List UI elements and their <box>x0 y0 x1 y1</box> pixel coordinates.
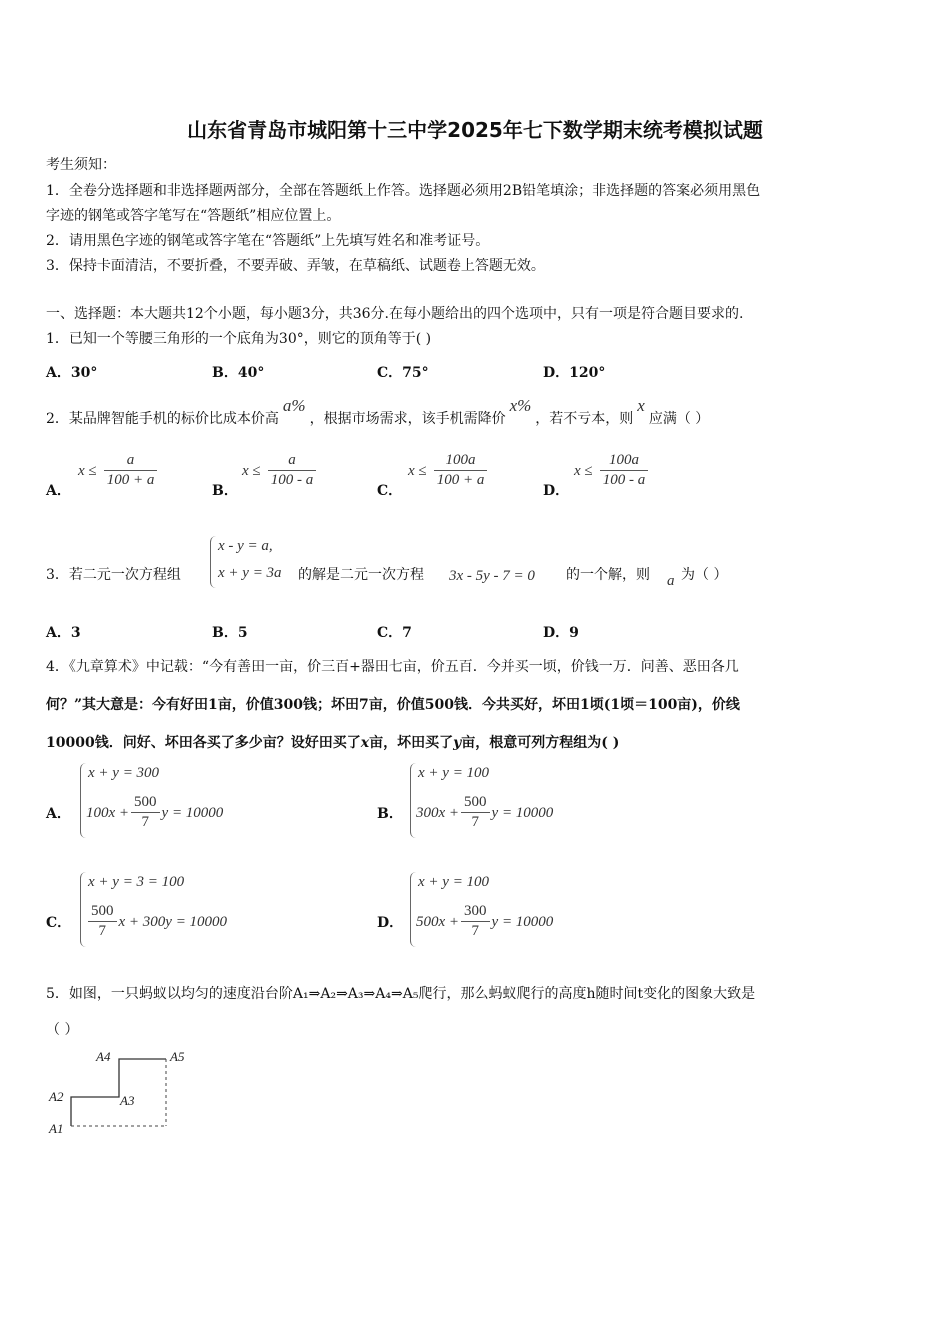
q4-option-b-label: B． <box>377 806 403 822</box>
q4-b-num: 500 <box>461 794 490 813</box>
q3-equation-1: x - y = a, <box>218 538 273 554</box>
notice-line-1a: 1．全卷分选择题和非选择题两部分，全部在答题纸上作答。选择题必须用2B铅笔填涂；非选择题的答案必须用黑色 <box>46 183 761 199</box>
label-a2: A2 <box>49 1089 64 1104</box>
q4-d-post: y = 10000 <box>491 914 554 930</box>
q2-option-d-expr <box>574 452 650 489</box>
q4-d-pre: 500x + <box>416 914 460 930</box>
q2-c-numerator: 100a <box>434 452 488 471</box>
q2-d-lhs: x ≤ <box>574 463 593 479</box>
q4-a-pre: 100x + <box>86 805 130 821</box>
q2-c-lhs: x ≤ <box>408 463 427 479</box>
q4-a-den: 7 <box>141 814 150 830</box>
q4-option-d-label: D． <box>377 915 404 931</box>
q2-option-d-label: D． <box>543 483 570 499</box>
q4-b-eq1: x + y = 100 <box>418 765 490 781</box>
q2-option-c-label: C． <box>377 483 403 499</box>
label-a1: A1 <box>49 1121 64 1136</box>
q2-d-denominator: 100 - a <box>602 472 646 488</box>
q4-c-den: 7 <box>98 923 106 939</box>
q4-a-num: 500 <box>131 794 160 813</box>
q2-a-numerator: a <box>104 452 158 471</box>
staircase-figure <box>44 1045 194 1140</box>
q3-stem-part2: 的解是二元一次方程 <box>298 567 424 583</box>
q1-option-a: A．30° <box>46 365 98 381</box>
q2-option-c-expr <box>408 452 489 489</box>
q4-d-den: 7 <box>471 923 480 939</box>
q1-option-d: D．120° <box>543 365 606 381</box>
notice-line-3: 3．保持卡面清洁，不要折叠，不要弄破、弄皱，在草稿纸、试题卷上答题无效。 <box>46 258 545 274</box>
section-heading: 一、选择题：本大题共12个小题，每小题3分，共36分.在每小题给出的四个选项中，只有一项是符合题目要求的. <box>46 306 744 322</box>
q4-b-eq2 <box>416 794 553 831</box>
q4-a-eq2 <box>86 794 223 831</box>
q2-markup-a: a% <box>282 396 306 415</box>
q2-stem-part3: ，若不亏本，则 <box>535 411 634 427</box>
staircase-path <box>71 1059 166 1126</box>
q4-line-3a: 10000钱．问好、坏田各买了多少亩？设好田买了 <box>46 735 361 751</box>
q2-d-numerator: 100a <box>600 452 649 471</box>
q4-b-post: y = 10000 <box>491 805 554 821</box>
q3-option-b: B．5 <box>212 625 248 641</box>
q4-d-num: 300 <box>461 903 490 922</box>
notice-heading: 考生须知： <box>46 157 116 173</box>
q3-stem-part1: 3．若二元一次方程组 <box>46 567 181 583</box>
q4-line-3 <box>46 732 619 752</box>
q4-var-x: x <box>360 735 370 751</box>
question-2-stem <box>46 396 710 428</box>
q2-stem-part4: 应满（ ） <box>648 411 710 427</box>
q4-line-1: 4．《九章算术》中记载：“今有善田一亩，价三百+器田七亩，价五百．今并买一顷，价钱一万．问善、恶田各几 <box>46 659 739 675</box>
q2-b-numerator: a <box>268 452 317 471</box>
q2-option-b-expr <box>242 452 318 489</box>
q4-d-eq2 <box>416 903 553 940</box>
q4-b-pre: 300x + <box>416 805 460 821</box>
notice-line-2: 2．请用黑色字迹的钢笔或答字笔在“答题纸”上先填写姓名和准考证号。 <box>46 233 490 249</box>
q4-a-post: y = 10000 <box>161 805 224 821</box>
q3-system-brace <box>210 536 217 588</box>
q2-var-x: x <box>637 396 645 415</box>
q2-a-lhs: x ≤ <box>78 463 97 479</box>
q5-line-2: （ ） <box>46 1022 79 1038</box>
label-a3: A3 <box>120 1093 135 1108</box>
q2-stem-part1: 2．某品牌智能手机的标价比成本价高 <box>46 411 279 427</box>
q4-option-c-label: C． <box>46 915 72 931</box>
q3-var-a: a <box>667 573 675 589</box>
q3-stem-part4: 为（ ） <box>681 567 728 583</box>
q1-option-b: B．40° <box>212 365 265 381</box>
q4-line-3c: 亩，根意可列方程组为( ) <box>461 735 620 751</box>
q4-option-a-label: A． <box>46 806 71 822</box>
q2-b-denominator: 100 - a <box>270 472 314 488</box>
q4-b-den: 7 <box>471 814 480 830</box>
q2-c-denominator: 100 + a <box>436 472 485 488</box>
question-1-stem: 1．已知一个等腰三角形的一个底角为30°，则它的顶角等于( ) <box>46 331 432 347</box>
q1-option-c: C．75° <box>377 365 429 381</box>
q4-a-eq1: x + y = 300 <box>88 765 160 781</box>
q4-c-eq1: x + y = 3 = 100 <box>88 874 185 890</box>
q2-discount-x: x% <box>509 396 532 415</box>
q4-line-2: 何？”其大意是：今有好田1亩，价值300钱；坏田7亩，价值500钱．今共买好，坏田1顷(1顷＝100亩)，价线 <box>46 697 740 713</box>
q2-stem-part2: ，根据市场需求，该手机需降价 <box>309 411 506 427</box>
q3-equation-3: 3x - 5y - 7 = 0 <box>449 568 535 584</box>
label-a5: A5 <box>170 1049 185 1064</box>
q3-option-d: D．9 <box>543 625 579 641</box>
q3-option-c: C．7 <box>377 625 412 641</box>
q2-option-b-label: B． <box>212 483 238 499</box>
q4-c-num: 500 <box>88 903 117 922</box>
q5-line-1: 5．如图，一只蚂蚁以均匀的速度沿台阶A₁⇒A₂⇒A₃⇒A₄⇒A₅爬行，那么蚂蚁爬行的高度h随时间t变化的图象大致是 <box>46 986 756 1002</box>
q2-option-a-label: A． <box>46 483 71 499</box>
q4-var-y: y <box>453 735 462 751</box>
q4-c-post: x + 300y = 10000 <box>118 914 228 930</box>
notice-line-1b: 字迹的钢笔或答字笔写在“答题纸”相应位置上。 <box>46 208 341 224</box>
q4-d-eq1: x + y = 100 <box>418 874 490 890</box>
q2-b-lhs: x ≤ <box>242 463 261 479</box>
q4-c-eq2 <box>86 903 227 940</box>
q3-stem-part3: 的一个解，则 <box>566 567 650 583</box>
q2-a-denominator: 100 + a <box>106 472 155 488</box>
label-a4: A4 <box>96 1049 111 1064</box>
page-title: 山东省青岛市城阳第十三中学2025年七下数学期末统考模拟试题 <box>187 118 763 142</box>
q4-line-3b: 亩，坏田买了 <box>369 735 454 751</box>
q3-option-a: A．3 <box>46 625 81 641</box>
q3-equation-2: x + y = 3a <box>218 565 282 581</box>
q2-option-a-expr <box>78 452 159 489</box>
